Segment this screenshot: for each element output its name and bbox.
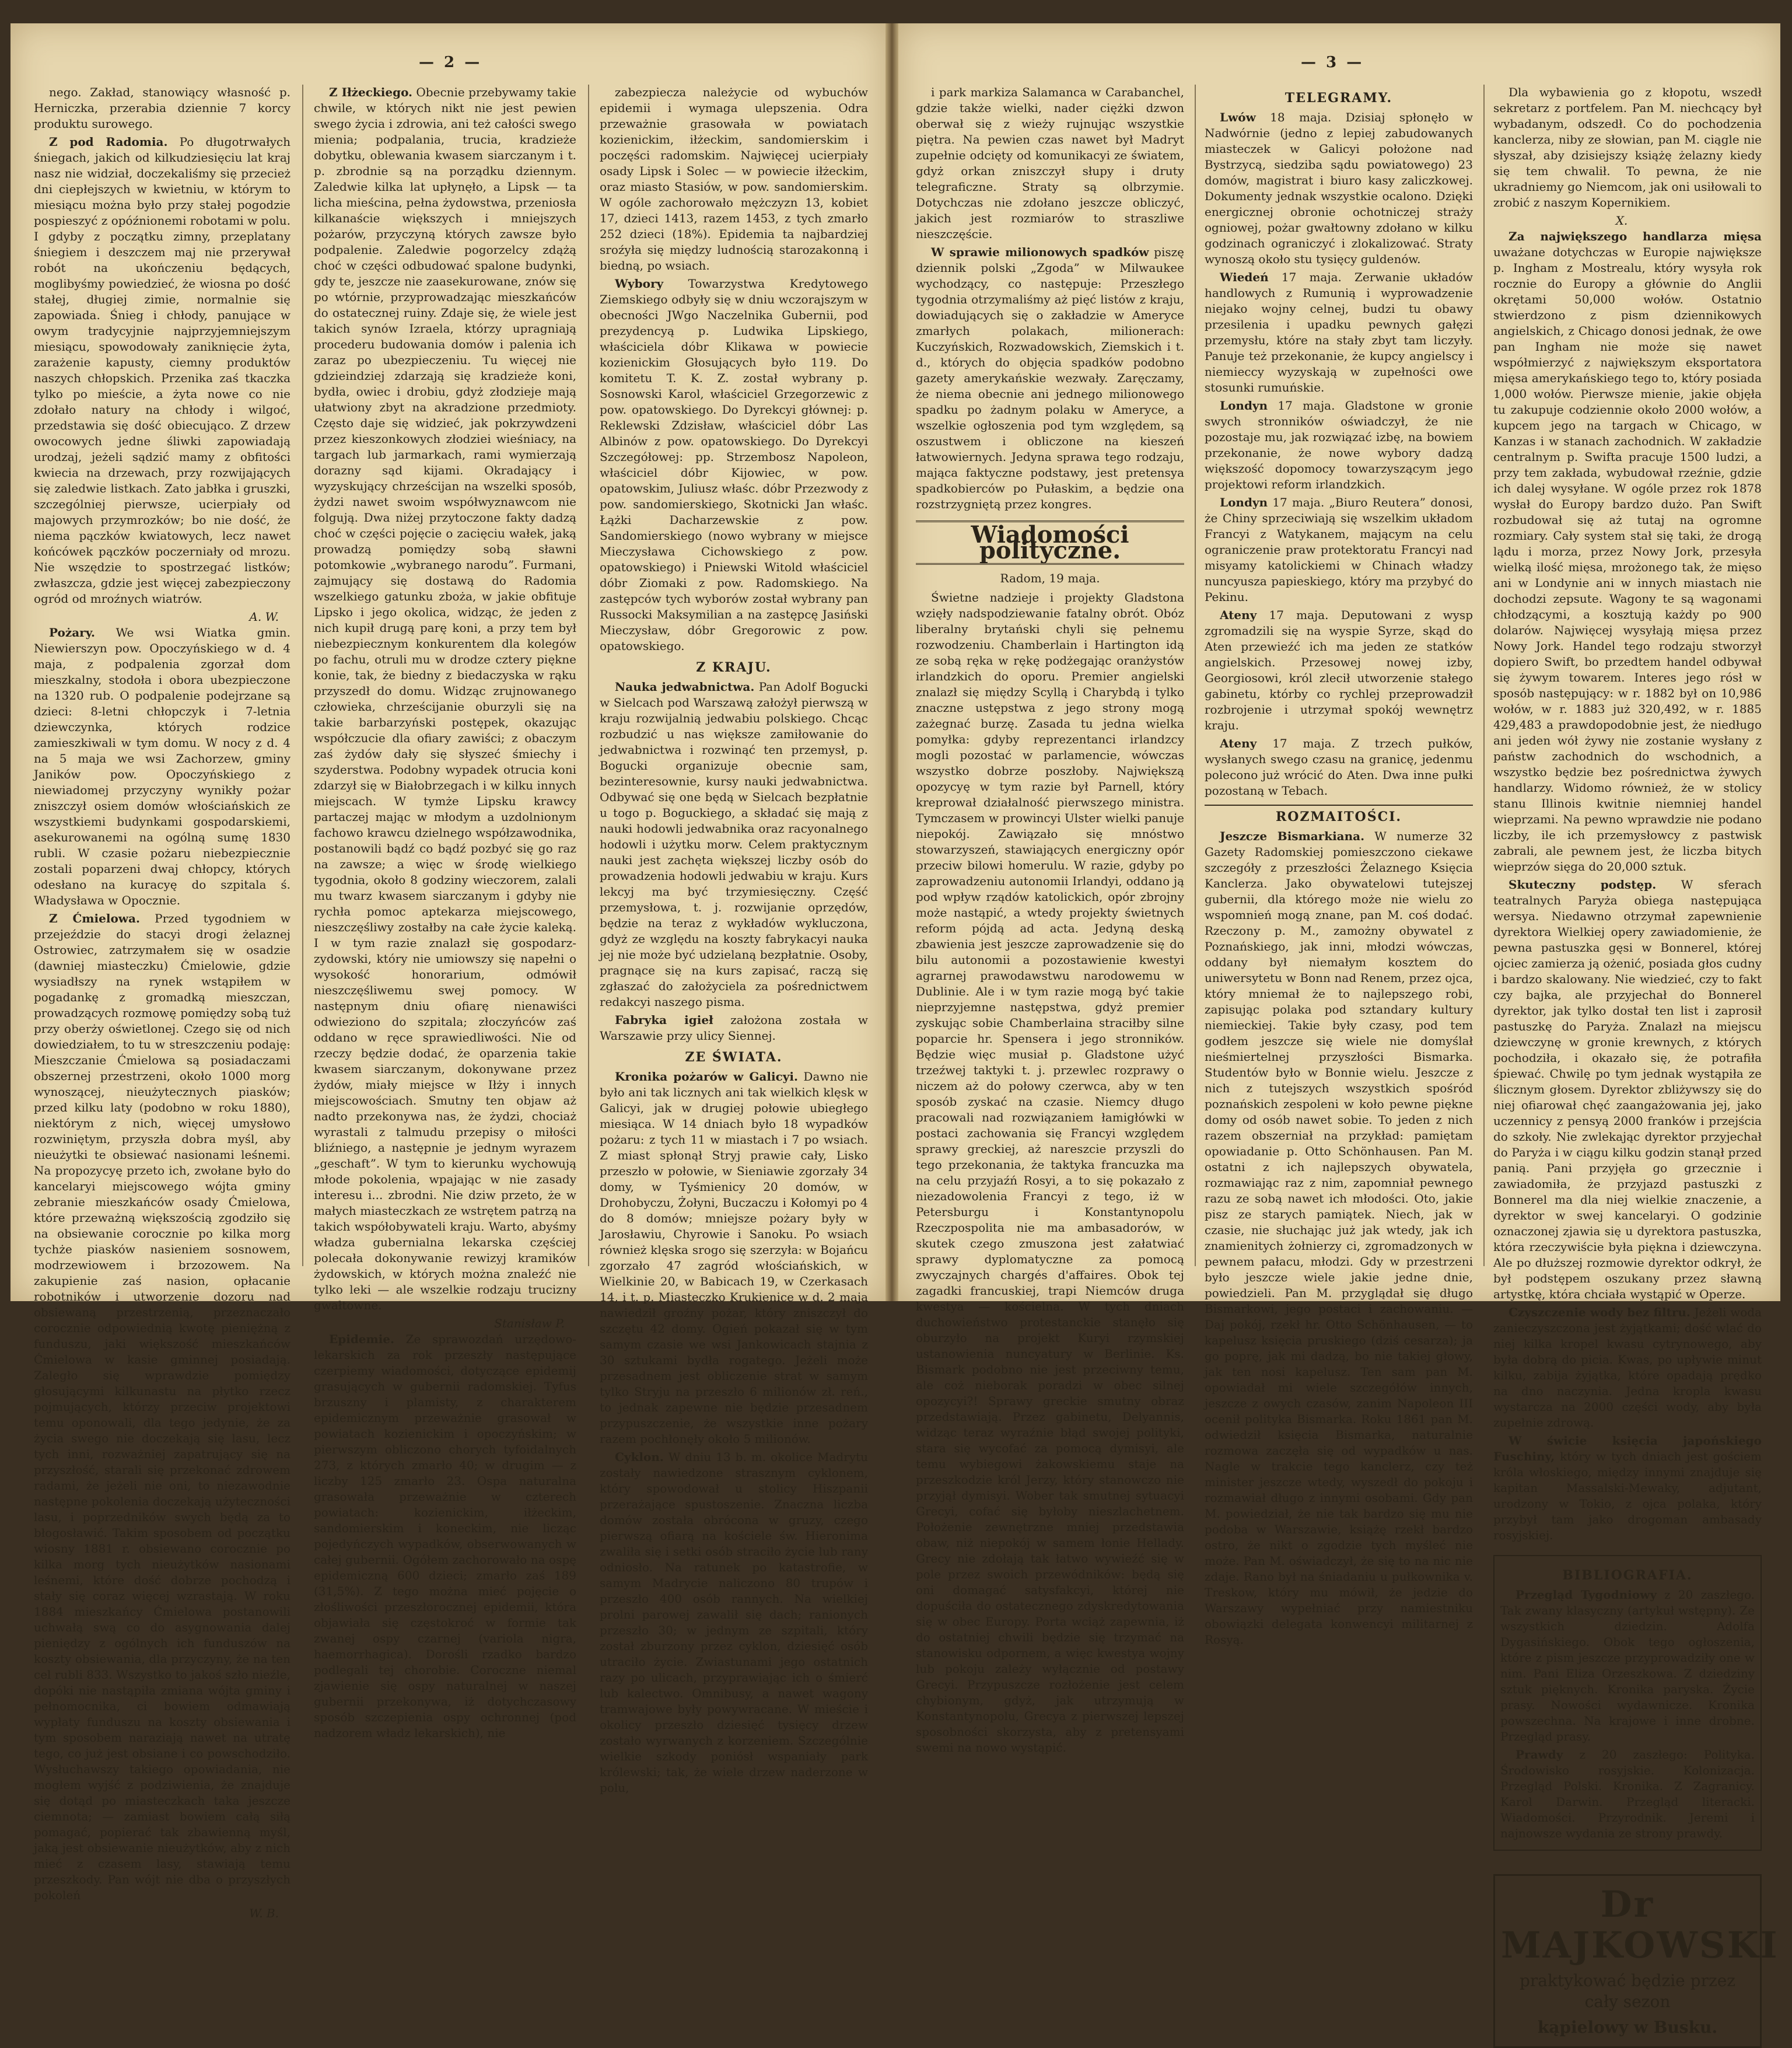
telegram-text: 17 maja. Z trzech pułków, wysłanych swego czasu na granicę, jedenmu polecono już wrócić do Aten. Dwa inne pułki pozostaną w Tebach. <box>1205 736 1473 798</box>
section-heading-kraj: Z KRAJU. <box>696 660 772 675</box>
bibliography-text: z 20 zaszłego: Polityka. Środowisko rosyjskie. Kolonizacja. Przegląd Polski. Kronika. Z Zagranicy. Karol Darwin. Przegląd literacki. Wiadomości. Przyrodnik. Jeremi i najnowsze wydania ze strony prawdy. <box>1500 1748 1755 1840</box>
telegram-city: Ateny <box>1220 608 1257 622</box>
bibliography-item <box>1500 1587 1755 1745</box>
article-title: Z Ćmielowa. <box>49 911 140 925</box>
article-fuschiny <box>1493 1433 1762 1543</box>
article-text: We wsi Wiatka gmin. Niewierszyn pow. Opoczyńskiego w d. 4 maja, z podpalenia zgorzał dom mieszkalny, stodoła i obora ubezpieczone na 1320 rub. O podpalenie podejrzane są dzieci: 8-letni chłopczyk i 7-letnia dziewczynka, których rodzice zamieszkiwali w tym domu. W nocy z d. 4 na 5 maja we wsi Zachorzew, gminy Janików pow. Opoczyńskiego z niewiadomej przyczyny wynikły pożar zniszczył osiem domów włościańskich ze wszystkiemi budynkami gospodarskiemi, asekurowanemi na ogólną sumę 1830 rubli. W czasie pożaru niebezpiecznie zostali poparzeni dwaj chłopcy, których odesłano na kuracyę do szpitala ś. Władysława w Opocznie. <box>34 625 291 907</box>
article-kronika <box>600 1069 868 1447</box>
article-title: W świcie księcia japońskiego Fuschiny, <box>1493 1434 1762 1463</box>
article-jedwabnictwo <box>600 679 868 1010</box>
article-signature: Stanisław P. <box>494 1316 565 1330</box>
telegram-city: Londyn <box>1220 495 1268 509</box>
article-bismarkiana <box>1205 829 1473 1648</box>
article-title: Z Iłżeckiego. <box>329 85 413 99</box>
article-title: Wybory <box>615 277 664 291</box>
bibliography-heading: BIBLIOGRAFIA. <box>1562 1568 1693 1583</box>
article-title: Skuteczny podstęp. <box>1508 878 1657 892</box>
page-number-right: — 3 — <box>1301 54 1364 71</box>
article-text: W dniu 13 b. m. okolice Madrytu zostały nawiedzone strasznym cyklonem, który spowodował u stolicy Hiszpanii przerażające spustoszenie. Znaczna liczba domów została obrócona w gruzy, czego pierwszą ofiarą na kościele św. Hieronima zwaliła się i setki osób straciło życie lub rany odniosło. Na ratunek po katastrofie, w samym Madrycie naliczono 80 trupów i przeszło 400 osób rannych. Na wielkiej prolni parowej zawalił się dach; ranionych przeszło 30; w jednym ze szpitali, który został zburzony przez cyklon, dziesięć osób utraciło życie. Zwiastunami jego ostatnich razy po ulicach, przyprawiając ich o śmierć lub kalectwo. Omnibusy, a nawet wagony tramwajowe były powywracane. W mieście i okolicy przeszło dziesięć tysięcy drzew zostało wyrwanych z korzeniem. Szczególnie wielkie szkody poniósł wspaniały park królewski; tak, że wiele drzew naderzone w polu, <box>600 1450 869 1795</box>
bibliography-box <box>1493 1555 1762 1851</box>
right-column-3 <box>1493 85 1779 2037</box>
article-wybory <box>600 276 868 654</box>
article-intro: Dla wybawienia go z kłopotu, wszedł sekretarz z portfelem. Pan M. niechcący był wybadanym, odszedł. Co do pochodzenia kanclerza, niby ze słowian, pan M. ciągle nie słyszał, aby dzisiejszy książę żelazny kiedy się tem chwalił. To pewna, że nie ukradniemy go Niemcom, jak oni usiłowali to zrobić z naszym Kopernikiem. <box>1493 85 1762 209</box>
left-column-3 <box>600 85 869 1795</box>
politics-dateline: Radom, 19 maja. <box>1000 571 1100 585</box>
telegram-city: Wiedeń <box>1220 270 1269 284</box>
ad-name: Dr MAJKOWSKI <box>1501 1883 1779 1966</box>
article-title: Pożary. <box>49 625 95 639</box>
article-text: który w tych dniach jest gościem króla włoskiego, między innymi znajduje się kapitan Massalski-Mewaky, adjutant, urodzony w Tokio, z ojca polaka, który przybył tam jako drogoman ambasady rosyjskiej. <box>1493 1449 1762 1542</box>
telegram-item <box>1205 110 1473 267</box>
right-page <box>898 23 1780 2037</box>
article-text: W sferach teatralnych Paryża obiega następująca wersya. Niedawno otrzymał zapewnienie dyrektora Wielkiej opery zawiadomienie, że pewna pastuszka gęsi w Bonnerel, której ojciec zamierza ją ożenić, posiada głos cudny i bardzo skalowany. Nie wiedzieć, czy to fakt czy bajka, ale przyjechał do Bonnerel dyrektor, jak tylko dostał ten list i zaprosił pastuszkę do Paryża. Znalazł na miejscu dziewczynę w gronie krewnych, z których pochodziła, i okazało się, że potrafiła śpiewać. Chwilę po tym jednak wystąpiła ze ślicznym głosem. Dyrektor zbliżywszy się do niej ofiarował chęć zaangażowania jej, jako uczennicy z pensyą 2000 franków i przejścia do szkoły. Nie zwlekając dyrektor przyjechał do Paryża i w ciągu kilku godzin stanął przed panią. Pani przyjęła go grzecznie i zawiadomiła, że przyjazd pastuszki z Bonnerel ma dla niej wielkie znaczenie, a dyrektor w swej kancelaryi. O godzinie oznaczonej zjawia się u dyrektora pastuszka, która rzeczywiście była piękna i dziewczyna. Ale po dłuższej rozmowie dyrektor odkrył, że był podstępem oszukany przez sławną artystkę, która chciała wystąpić w Operze. <box>1493 878 1762 1301</box>
ad-line-2: kąpielowy w Busku. <box>1537 2018 1718 2037</box>
bibliography-text: z 20 zaszłego. Tak zwany klasyczny (artykuł wstępny). Ze wszystkich dziedzin. Adolfa Dygasińskiego. Obok tego ogłoszenia, które z pism jeszcze przyprowadziły one w nim. Pani Eliza Orzeszkowa. Z dziedziny sztuk pięknych. Kronika paryska. Życie prasy. Nowości wydawnicze. Kronika powszechna. Na krajowe i inne drobne. Przegląd prasy. <box>1500 1588 1755 1743</box>
article-intro: nego. Zakład, stanowiący własność p. Herniczka, przerabia dziennie 7 korcy produktu surowego. <box>34 85 290 131</box>
article-title: W sprawie milionowych spadków <box>931 245 1149 259</box>
article-title: Za największego handlarza mięsa <box>1508 229 1762 243</box>
telegram-item <box>1205 607 1473 733</box>
telegram-city: Londyn <box>1220 399 1268 413</box>
article-text: piszę dziennik polski „Zgoda” w Milwaukee wychodzący, co następuje: Przeszłego tygodnia otrzymaliśmy aż pięć listów z kraju, dowiadujących się o zakładzie w Ameryce zmarłych polakach, milionerach: Kuczyńskich, Rozwadowskich, Ziemskich i t. d., których do objęcia spadków podobno gazety amerykańskie wezwały. Zaręczamy, że niema obecnie ani jednego milionowego spadku po żadnym polaku w Ameryce, a wszelkie ogłoszenia pod tym względem, są oszustwem i obliczone na kieszeń łatwowiernych. Jedyna sprawa tego rodzaju, mająca faktyczne podstawy, jest pretensya spadkobierców po Pułaskim, a będzie ona rozstrzygniętą przez kongres. <box>916 245 1185 511</box>
politics-text: Świetne nadzieje i projekty Gladstona wzięły nadspodziewanie fatalny obrót. Obóz liberalny brytański chyli się pełnemu rozwodzeniu. Chamberlain i Hartington idą ze sobą ręka w rękę podżegając oranżystów irlandzkich do oporu. Premier angielski znalazł się między Scyllą i Charybdą i tylko znaczne ustępstwa z jego strony mogą zażegnać burzę. Zasada tu jedna wielka pomyłka: gdyby reprezentanci irlandzcy mogli pozostać w parlamencie, wówczas wszystko dobrze poszłoby. Największą opozycyę w tym razie był Parnell, który kreprował działalność pierwszego ministra. Tymczasem w prowincyi Ulster wielki panuje niepokój. Zawiązało się mnóstwo stowarzyszeń, stawiających energiczny opór przeciw bilowi homerulu. W razie, gdyby po zaprowadzeniu autonomii Irlandyi, oddano ją pod wpływ rządów katolickich, opór zbrojny może nastąpić, a wtedy projekty świetnych reform pójdą ad acta. Jedyną deską zbawienia jest jeszcze zaprowadzenie się do bilu autonomii a pozostawienie kwestyi agrarnej prawodawstwu narodowemu w Dublinie. Ale i w tym razie mogą być takie nieprzyjemne następstwa, gdyż premier zyskując sobie Chamberlaina straciłby silne poparcie hr. Spensera i jego stronników. Będzie więc musiał p. Gladstone użyć trzeźwej taktyki t. j. przewlec rozprawy o niczem aż do połowy czerwca, aby w ten sposób zyskać na czasie. Niemcy długo pracowali nad rozwiązaniem łamigłówki w postaci zachowania się Francyi względem sprawy greckiej, aż nareszcie przyszli do tego przekonania, że taktyka francuzka ma na celu przyjaźń Rosyi, a to się pokazało z niezadowolenia Francyi z tego, iż w Petersburgu i Konstantynopolu Rzeczpospolita nie ma ambasadorów, w skutek czego zmuszona jest załatwiać sprawy dyplomatyczne za pomocą zwyczajnych chargés d'affaires. Obok tej zagadki francuskiej, trapi Niemców druga kwestya — kościelna. W tych dniach duchowieństwo protestanckie stanęło się oburzyło na projekt Kuryi rzymskiej ustanowienia nuncyatury w Berlinie. Ks. Bismark podobno nie jest przeciwny temu, ale coż nieborak poradzi w obec silnej opozycyi?! Sprawy greckie smutny obraz przedstawiają. Przez gabinetu, Delyannis, widząc teraz wyraźnie błąd swojej polityki, stara się wycofać za pomocą dymisyi, ale temu wybiegowi żakowskiemu staje na przeszkodzie król Jerzy, który stanowczo nie przyjął dymisyi. Wober tak smutnej sytuacyi Grecyi, cofać się byłoby nieszlachetnem. Położenie zewnętrzne mniej przedstawia obaw, niż niepokój w samem łonie Hellady. Grecy nie zdołają tak łatwo wywieźć się w pole przez swoich przewódników: będą się oni domagać satysfakcyi, której nie dopuściła do ostatecznego zdyskredytowania się w obec Europy. Porta wciąż zapewnia, iż do ostatniej chwili będzie się trzymać na stanowisku odpornem, a więc kwestya wojny lub pokoju zależy wyłącznie od postawy Grecyi. Przypuszcze rozłożenie jest celem chybionym, gdyż, jak utrzymują w Konstantynopolu, Grecya z pierwszej lepszej sposobności skorzysta, aby z pretensyami swemi na nowo wystąpić. <box>916 590 1184 1755</box>
article-cmielow <box>34 911 290 1903</box>
article-radom <box>34 134 290 607</box>
telegram-item <box>1205 736 1473 799</box>
article-ilzeckie <box>314 85 576 1313</box>
article-title: Nauka jedwabnictwa. <box>615 680 755 694</box>
article-signature: W. B. <box>249 1906 279 1920</box>
telegram-text: 17 maja. „Biuro Reutera” donosi, że Chiny sprzeciwiają się wszelkim układom Francyi z Watykanem, mającym na celu ograniczenie praw protektoratu Francyi nad misyamy katolickiemi w Chinach władzy nuncyusza papieskiego, który ma przybyć do Pekinu. <box>1205 495 1473 604</box>
article-intro: i park markiza Salamanca w Carabanchel, gdzie także wielki, nader ciężki dzwon oberwał się z wieży rujnując wszystkie piętra. Na pewien czas nawet był Madryt zupełnie odcięty od komunikacyi ze światem, gdyż orkan zniszczył słupy i druty telegraficzne. Straty są olbrzymie. Dotychczas nie zdołano jeszcze obliczyć, jakich jest rozmiarów to straszliwe nieszczęście. <box>916 85 1184 241</box>
article-text: założona została w Warszawie przy ulicy Siennej. <box>600 1013 868 1043</box>
bibliography-title: Przegląd Tygodniowy <box>1516 1588 1657 1602</box>
article-signature: X. <box>1615 214 1628 228</box>
section-heading-swiat: ZE ŚWIATA. <box>685 1050 783 1065</box>
article-text: Obecnie przebywamy takie chwile, w których nikt nie jest pewien swego życia i zdrowia, ani też całości swego mienia; podpalania, trucia, kradzieże dobytku, oblewania kwasem siarczanym i t. p. zbrodnie są na porządku dziennym. Zaledwie kilka lat upłynęło, a Lipsk — ta licha mieścina, pełna żydowstwa, przeniosła kilkanaście większych i mniejszych pożarów, przyczyną których zawsze było podpalenie. Zaledwie pogorzelcy zdążą choć w części odbudować spalone budynki, gdy te, jeszcze nie zaasekurowane, znów się po wtórnie, przyprowadzając mieszkańców do ostatecznej ruiny. Zdaje się, że wiele jest takich synów Izraela, którzy upragniają procederu budowania domów i palenia ich zaraz po ubezpieczeniu. Tu więcej nie gdzieindziej zdarzają się kradzieże koni, bydła, owiec i drobiu, gdyż złodzieje mają ułatwiony zbyt na akradzione przedmioty. Często daje się widzieć, jak pokrzywdzeni przez kieszonkowych złodziei wieśniacy, na targach lub jarmarkach, rami wymierzają dorazny sąd kijami. Okradający i wyzyskujący chrześcijan na wszelki sposób, żydzi nawet swoim współwyznawcom nie folgują. Dwa niżej przytoczone fakty dadzą choć w części pojęcie o zacięciu wałek, jaką prowadzą pomiędzy sobą sławni potomkowie „wybranego narodu”. Furmani, zajmujący się dostawą do Radomia wszelkiego gatunku zboża, w jakie obfituje Lipsko i jego okolica, widząc, że jeden z nich kupił drugą parę koni, a przy tem był niebezpiecznym konkurentem dla kolegów po fachu, otruli mu w drodze cztery piękne konie, tak, że biedny z biedaczyska w rąku przyszedł do domu. Widząc zrujnowanego człowieka, chrześcijanie oburzyli się na takie barbarzyński postępek, okazując współczucie dla ofiary zawiści; z obaczym zaś żydów dały się słyszeć śmiechy i szyderstwa. Podobny wypadek otrucia koni zdarzył się w Białobrzegach i w kilku innych miejscach. W tymże Lipsku krawcy partaczej mając w młodym a uzdolnionym fachowo krawcu dzielnego współzawodnika, postanowili bądź co bądź pozbyć się go raz na zawsze; a więc w środę wielkiego tygodnia, około 8 godziny wieczorem, zalali mu twarz kwasem siarczanym i gdyby nie rychła pomoc aptekarza miejscowego, nieszczęśliwy zostałby na całe życie kaleką. I w tym razie znalazł się gospodarz-zydowski, który nie umiowszy się napełni o wysokość honorarium, odmówił nieszczęśliwemu swej pomocy. W następnym dniu ofiarę nienawiści odwieziono do szpitala; złoczyńców zaś oddano w ręce sprawiedliwości. Nie od rzeczy będzie dodać, że oparzenia takie kwasem siarczanym, dokonywane przez żydów, miały miejsce w Iłży i innych miejscowościach. Smutny ten objaw aż nadto przekonywa nas, że żydzi, chociaż wyrastali z talmudu przepisy o miłości bliźniego, a następnie je jednym wyrazem „geschaft”. W tym to kierunku wychowują młode pokolenia, wpajając w nie zasady interesu i... zbrodni. Nie dziw przeto, że w małych miasteczkach ze wstrętem patrzą na takich współobywateli kraju. Warto, abyśmy władza gubernialna lekarska częściej polecała dokonywanie rewizyj kramików żydowskich, w których można znaleźć nie tylko leki — ale wszelkie rodzaju trucizny gwałtowne. <box>314 85 576 1312</box>
article-title: Kronika pożarów w Galicyi. <box>615 1070 798 1084</box>
left-column-1 <box>34 85 291 1920</box>
article-title: Jeszcze Bismarkiana. <box>1220 829 1365 843</box>
telegrams-heading: TELEGRAMY. <box>1284 90 1393 106</box>
book-gutter <box>886 23 898 1301</box>
telegram-item <box>1205 270 1473 396</box>
article-title: Z pod Radomia. <box>49 135 168 149</box>
article-cyklon <box>600 1449 868 1796</box>
article-text: Po długotrwałych śniegach, jakich od kilkudziesięciu lat kraj nasz nie widział, doczekaliśmy się przecież dni ciepłejszych w kwietniu, w którym to miesiącu można było przy stałej pogodzie pospieszyć z opóźnionemi robotami w polu. I gdyby z początku zimny, przeplatany śniegiem i deszczem maj nie przerywał robót na ukończeniu będących, moglibyśmy powiedzieć, że wiosna po dość stałej, długiej zimie, normalnie się zapowiada. Śnieg i chłody, panujące w owym tradycyjnie najprzyjemniejszym miesiącu, spowodowały zaniknięcie żyta, zarażenie kapusty, ciemny produktów naszych chłopskich. Przenika zaś tkaczka tylko po mieście, a żyta nowe co nie zdołało natury na chłody i wilgoć, przedstawia się dość obiecująco. Z drzew owocowych jedne śliwki zapowiadają urodzaj, jeżeli sądzić mamy z obfitości kwiecia na drzewach, przy rozwijających się zaledwie listkach. Zato jabłka i gruszki, szczególniej pierwsze, ucierpiały od majowych przymrozków; bo nie dość, że niema pączków kwiatowych, lecz nawet końcówek pączków poczerniały od mrozu. Nie wszędzie to spostrzegać listków; zwłaszcza, gdzie jest więcej zabezpieczony ogród od mroźnych wiatrów. <box>34 135 290 606</box>
article-text: Pan Adolf Bogucki w Sielcach pod Warszawą założył pierwszą w kraju rozwijalnią jedwabiu polskiego. Chcąc rozbudzić u nas większe zamiłowanie do jedwabnictwa i rozwinąć ten przemysł, p. Bogucki organizuje obecnie sam, bezinteresownie, kursy nauki jedwabnictwa. Odbywać się one będą w Sielcach bezpłatnie u togo p. Boguckiego, a składać się mają z nauki hodowli jedwabnika oraz racyonalnego hodowli i użytku morw. Celem praktycznym nauki jest zachęta większej liczby osób do prowadzenia hodowli jedwabiu w kraju. Kurs lekcyj ma być trzymiesięczny. Część przemysłowa, t. j. rozwijanie oprzędów, będzie na teraz z wykładów wykluczona, gdyż ze względu na koszty fabrykacyi nauka jej nie może być udzielaną bezpłatnie. Osoby, pragnące się na kurs zapisać, raczą się zgłaszać do założyciela za pośrednictwem redakcyi naszego pisma. <box>600 680 869 1009</box>
article-text: uważane dotychczas w Europie największe p. Ingham z Mostrealu, który wysyła rok rocznie do Europy a głównie do Anglii okrętami 50,000 wołów. Ostatnio stwierdzono z pism dziennikowych angielskich, z Chicago donosi jednak, że owe pan Ingham nie może się nawet współmierzyć z największym eksportatora mięsa amerykańskiego tego to, który posiada 1,000 wołów. Pierwsze mienie, jakie objęła tu zakupuje codziennie około 2000 wołów, a kupcem jego na targach w Chicago, w Kanzas i w stanach zachodnich. W zakładzie centralnym p. Swifta pracuje 1500 ludzi, a przy tem zakłada, wybudował rzeźnie, gdzie ich dalej wysyłane. W ogóle przez rok 1878 wysłał do Europy bardzo dużo. Pan Swift rozbudował się aż tutaj na ogromne rozmiary. Cały system stał się taki, że drogą lądu i morza, przez Nowy Jork, przesyła wielką ilość mięsa, mrożonego tak, że mięso ani w Londynie ani w innych miastach nie dochodzi zepsute. Wagony te są wagonami chłodzącymi, a kosztują każdy po 900 dolarów. Najwięcej wysyłają mięsa przez Nowy Jork. Handel tego rodzaju stworzył dopiero Swift, bo przedtem handel odbywał się żywym towarem. Interes jego rósł w sposób następujący: w r. 1882 był on 10,986 wołów, w r. 1883 już 320,492, w r. 1885 429,483 a prawdopodobnie jest, że niedługo ani jeden wół żywy nie zostanie wysłany z państw zachodnich do wschodnich, a wszystko będzie bez pośrednictwa żywych handlarzy. Widomo również, że w stolicy stanu Illinois kwitnie niemniej handel wieprzami. Na pewno wprawdzie nie podano liczby, ile ich przemysłowcy z pastwisk zabrali, ale pewnem jest, że liczba bitych wieprzów sięga do 20,000 sztuk. <box>1493 245 1762 873</box>
telegram-item <box>1205 398 1473 492</box>
telegram-text: 18 maja. Dzisiaj spłonęło w Nadwórnie (jedno z lepiej zabudowanych miasteczek w Galicyi położone nad Bystrzycą, siedziba sądu powiatowego) 23 domów, magistrat i biuro kasy zaliczkowej. Dokumenty jednak wszystkie ocalono. Dzięki energicznej obronie ochotniczej straży ogniowej, pożar gwałtowny zdołano w kilku godzinach ograniczyć i zlokalizować. Straty wynoszą około stu tysięcy guldenów. <box>1205 110 1473 266</box>
article-fabryka <box>600 1012 868 1044</box>
article-title: Fabryka igieł <box>615 1013 713 1027</box>
left-page <box>10 23 886 1920</box>
article-spadki <box>916 244 1184 512</box>
telegram-item <box>1205 495 1473 605</box>
article-title: Epidemie. <box>329 1332 394 1346</box>
ad-line-1: praktykować będzie przez cały sezon <box>1519 1971 1736 2011</box>
article-text: Ze sprawozdań urzędowo-lekarskich za rok przeszły następujące czerpiemy wiadomości, dotyczące epidemij grasujących w gubernii radomskiej. Tyfus brzuszny i plamisty, z charakterem epidemicznym przeważnie grasował w powiatach kozienickim i opoczyńskim; w pierwszym obliczono chorych tyfoidalnych 273, z których zmarło 40; w drugim — z liczby 125 zmarło 23. Ospa naturalna grasowała przeważnie w czterech powiatach: kozienickim, iłżeckim, sandomierskim i koneckim, nie licząc pojedyńczych wypadków, obserwowanych w całej gubernii. Ogółem zachorowało na ospę epidemiczną 600 dzieci; zmarło zaś 189 (31,5%). Z tego można mieć pojęcie o złośliwości przeszłorocznej epidemii, która objawiała się częstokroć w formie tak zwanej ospy czarnej (variola nigra, haemorrhagica). Dorośli rzadko bardzo podlegali tej chorobie. Coroczne niemal zjawienie się ospy naturalnej w naszej gubernii przekonywa, iż dotychczasowy sposób szczepienia ospy ochronnej (pod nadzorem władz lekarskich), nie <box>314 1332 576 1740</box>
telegram-text: 17 maja. Gladstone w gronie swych stronników oświadczył, że nie pozostaje mu, jak rozwiązać izbę, na bowiem przekonanie, że nowe wybory dadzą większość dopomocy towarzyszącym jego projektowi reform irlandzkich. <box>1205 399 1474 491</box>
page-number-left: — 2 — <box>419 54 482 71</box>
column-rule <box>302 85 303 1266</box>
telegram-city: Ateny <box>1220 736 1257 750</box>
article-title: Cyklon. <box>615 1450 664 1464</box>
article-text: Jeżeli woda zanieczyszczona jest żyjątkami; dość wlać do niej kilka kropel kwasu cytrynowego, aby była dobrą do picia. Kwas, po upływie minut kilku, zabija żyjątka, które opadają prędko na dno naczynia. Jedna kropla kwasu wystarcza na 2000 części wody, aby była zupełnie zdrową. <box>1493 1305 1762 1430</box>
article-intro: zabezpiecza należycie od wybuchów epidemii i wymaga ulepszenia. Odra przeważnie grasowała w powiatach kozienickim, iłżeckim, sandomierskim i poczęści radomskim. Najwięcej ucierpiały osady Lipsk i Solec — w powiecie iłżeckim, oraz miasto Stasiów, w pow. sandomierskim. W ogóle zachorowało mężczyzn 13, kobiet 17, dzieci 1413, razem 1453, z tych zmarło 252 dzieci (18%). Epidemia ta najbardziej sroźyła się między ludnością starozakonną i biedną, po wsiach. <box>600 85 868 272</box>
article-pozary <box>34 625 290 908</box>
bibliography-title: Prawdy <box>1516 1748 1563 1762</box>
column-rule <box>588 85 589 1266</box>
article-text: W numerze 32 Gazety Radomskiej pomieszczono ciekawe szczegóły z przeszłości Żelaznego Księcia Kanclerza. Jako obywatelowi tutejszej gubernii, dla którego może nie wielu zo wspomnień mogą znane, pan M. coś dodać. Rzeczony p. M., zamożny obywatel z Poznańskiego, jak inni, młodzi wówczas, oddany był niemałym kosztem do uniwersytetu w Bonn nad Renem, przez ojca, który mniemał że to najlepszego robi, zapisując polaka pod sztandary kultury niemieckiej. Takie były czasy, pod tem godłem jeszcze się wiele nie domyślał nieśmiertelnej przyszłości Bismarka. Studentów było w Bonnie wielu. Jeszcze z nich z tutejszych wszystkich spośród poznańskich zespoleni w koło pewne piękne domy od osób nawet sobie. To jeden z nich razem obszerniał na przykład: pamiętam opowiadanie p. Otto Schönhausen. Pan M. ostatni z ich najlepszych obywatela, rozmawiając raz z nim, zapomniał pewnego razu ze sobą nawet ich młodości. Oto, jakie pisz ze starych pamiątek. Niech, jak w czasie, nie słuchając już jak wtedy, jak ich znamienitych żołnierzy ci, zgromadzonych w pewnem pałacu, młodzi. Gdy w przestrzeni było jeszcze wiele jakie jedne dnie, powiedzieli. Pan M. przyglądał się długo Bismarkowi, jego postaci i zachowaniu. — Daj pokój, rzekł hr. Otto Schönhausen, — to kapelusz księcia pruskiego (dziś cesarza); ja go poprę, jak mi dadzą, bo nie takiej głowy, jak ten nosi kapelusz. Ten sam pan M. opowiadał mi wiele szczegółów innych, jeszcze z owych czasów, zanim Napoleon III ocenił polityka Bismarka. Roku 1861 pan M. odwiedził księcia Bismarka, naturalnie rozmowa zaczęła się od wypadków u nas. Nagle w trakcie tego kanclerz, czy też minister jeszcze wtedy, wyszedł do pokoju i rozmawiał długo z innymi osobami. Gdy pan M. powiedział, że nie tak bardzo się mu nie podoba w Warszawie, książę rzekł bardzo ostro, że nikt o zgodzie tych myśleć nie może. Pan M. oświadczył, że się to na nic nie zdaje. Rano był na śniadaniu u pułkownika v. Treskow, który mu mówił, że jedzie do Warszawy wypełniać przy namiestniku obowiązki delegata konwencyi militarnej z Rosyą. <box>1205 829 1474 1647</box>
misc-heading: ROZMAITOŚCI. <box>1205 805 1473 825</box>
telegram-text: 17 maja. Deputowani z wysp zgromadzili się na wyspie Syrze, skąd do Aten przewieźć ich ma jeden ze statków angielskich. Przesowej nowej izby, Georgiosowi, król zlecił utworzenie stałego gabinetu, którby co rychlej przeprowadził rozbrojenie i utrzymał spokój wewnętrz kraju. <box>1205 608 1473 732</box>
article-title: Czyszczenie wody bez filtru. <box>1508 1305 1690 1319</box>
politics-heading: Wiadomości polityczne. <box>916 520 1184 565</box>
article-podstep <box>1493 877 1762 1302</box>
right-column-2 <box>1205 85 1474 1647</box>
left-column-2 <box>314 85 576 1740</box>
article-epidemie <box>314 1331 576 1741</box>
column-rule <box>1483 85 1485 1266</box>
telegram-text: 17 maja. Zerwanie układów handlowych z Rumunią i wyprowadzenie niejako wojny celnej, budzi tu obawy przesilenia i upadku pewnych gałęzi przemysłu, które na stały zbyt tam liczyły. Panuje też przekonanie, że kupcy angielscy i niemieccy wyzyskają w zupełności owe stosunki rumuńskie. <box>1205 270 1473 394</box>
telegram-city: Lwów <box>1220 110 1256 124</box>
article-signature: A. W. <box>249 610 279 624</box>
article-text: Przed tygodniem w przejeździe do stacyi drogi żelaznej Ostrowiec, zatrzymałem się w osadzie (dawniej miasteczku) Ćmielowie, gdzie wysiadłszy na rynek wstąpiłem w pogadankę z gromadką mieszczan, prowadzących rozmowę pomiędzy sobą tuż przy oberży oświetlonej. Czego się od nich dowiedziałem, to tu w streszczeniu podaję: Mieszczanie Ćmielowa są posiadaczami obszernej przestrzeni, około 1000 morg wynoszącej, nieużytecznych piasków; przed kilku laty (podobno w roku 1880), niektórym z nich, więcej umysłowo rozwiniętym, przyszła dobra myśl, aby nieużytki te obsiewać nasionami leśnemi. Na propozycyę przeto ich, zwołane było do kancelaryi miejscowego wójta gminy zebranie mieszkańców osady Ćmielowa, które przeważną większością zgodziło się na obsiewanie corocznie po kilka morg tychże piasków nasieniem sosnowem, modrzewiowem i brzozowem. Na zakupienie zaś nasion, opłacanie robotników i utworzenie dozoru nad obsiewaną przestrzenią, przeznaczało corocznie odpowiednią kwotę pieniężną z funduszu, jaki większość mieszkańców Ćmielowa w kasie gminnej posiadają. Zaległo się wprawdzie pomiędzy głosującymi kilkunastu na płytko rzecz pojmujących, którzy przeciw projektowi temu oponowali, dla tego jedynie, że za życia swego nie doczekają się lasu, lecz tych inni, rozważniej zapatrujący się na przyszłość, starali się przekonać zdrowem radami, że jeżeli nie oni, to niezawodnie następne pokolenia doczekają użyteczności lasu, i poprzedników swych będą za to błogosławić. Takim sposobem od początku wiosny 1881 r. obsiewano corocznie po kilka morg tych nieużytków nasionami leśnemi, które dość dobrze pochodzą i stały się coraz więcej wzrastają. W roku 1884 mieszkańcy Ćmielowa postanowili uchwałą swą co do asygnowania dalej pieniędzy z ogólnych ich funduszów na koszty obsiewania, dla przyczyny, że na ten cel rubli 833. Wszystko to jakoś szło nieźle, dopóki nie nastąpiła zmiana wójta gminy i pełnomocnika, ci bowiem odmawiają wypłaty funduszu na koszty obsiewania i tym sposobem naraziają nawet na utratę tego, co już jest obsiane i co powschodziło. Wysłuchawszy takiego opowiadania, nie mogłem wyjść z podziwienia, że znajduje się dotąd po miasteczkach taka jeszcze ciemnota; — zamiast bowiem całą siłą pomagać, popierać tak zbawienną myśl, jaką jest obsiewanie nieużytków, aby z nich mieć z czasem lasy, stawiają temu przeszkody. Pan wójt nie dba o przyszłych pokoleń <box>34 911 290 1902</box>
article-handlarz <box>1493 229 1762 875</box>
article-text: Towarzystwa Kredytowego Ziemskiego odbyły się w dniu wczorajszym w obecności JWgo Naczelnika Gubernii, pod prezydencyą p. Ludwika Lipskiego, właściciela dóbr Klikawa w powiecie kozienickim Głosujących było 119. Do komitetu T. K. Z. został wybrany p. Sosnowski Karol, właściciel Grzegorzewic z pow. opatowskiego. Do Dyrekcyi głównej: p. Reklewski Zdzisław, właściciel dóbr Las Albinów z pow. opatowskiego. Do Dyrekcyi Szczegółowej: pp. Strzembosz Napoleon, właściciel dóbr Kijowiec, w pow. opatowskim, Juliusz właśc. dóbr Przezwody z pow. sandomierskiego, Skotnicki Jan właśc. Łążki Dacharzewskie z pow. Sandomierskiego (nowo wybrany w miejsce Mieczysława Cichowskiego z pow. opatowskiego) i Pniewski Witold właściciel dóbr Ziomaki z pow. Radomskiego. Na zastępców tych wyborów został wybrany pan Russocki Maksymilian a na zastępcę Jasiński Mieczysław, dóbr Gregorowic z pow. opatowskiego. <box>600 277 868 653</box>
article-woda <box>1493 1305 1762 1431</box>
right-column-1 <box>916 85 1185 1755</box>
article-text: Dawno nie było ani tak licznych ani tak wielkich klęsk w Galicyi, jak w drugiej połowie ubiegłego miesiąca. W 14 dniach było 18 wypadków pożaru: z tych 11 w miastach i 7 po wsiach. Z miast spłonął Stryj prawie cały, Lisko przeszło w połowie, w Sieniawie zgorzały 34 domy, w Tyśmienicy 20 domów, w Drohobyczu, Żołyni, Buczaczu i Kołomyi po 4 do 8 domów; mniejsze pożary były w Jarosławiu, Chyrowie i Sanoku. Po wsiach również klęska srogo się szerzyła: w Bojańcu zgorzało 47 zagród włościańskich, w Wielkinie 20, w Babicach 19, w Czerkasach 14, i t. p. Miasteczko Krukienice w d. 2 maja nawiedził groźny pożar, który zniszczył do szczętu 42 domy. Ogień pokazał się w tym samym czasie we wsi Jankowicach stajnia z 30 sztukami bydła rogatego. Jeżeli może przesadnem jest obliczenie strat w samym tylko Stryju na przeszło 6 milionów zł. reń., to jednak zapewne nie będzie przesadnem przypuszczenie, że wszystkie inne pożary razem pochłonęły około 5 milionów. <box>600 1070 868 1446</box>
advertisement-box <box>1493 1874 1779 2048</box>
column-rule <box>1195 85 1196 1266</box>
bibliography-item <box>1500 1747 1755 1841</box>
